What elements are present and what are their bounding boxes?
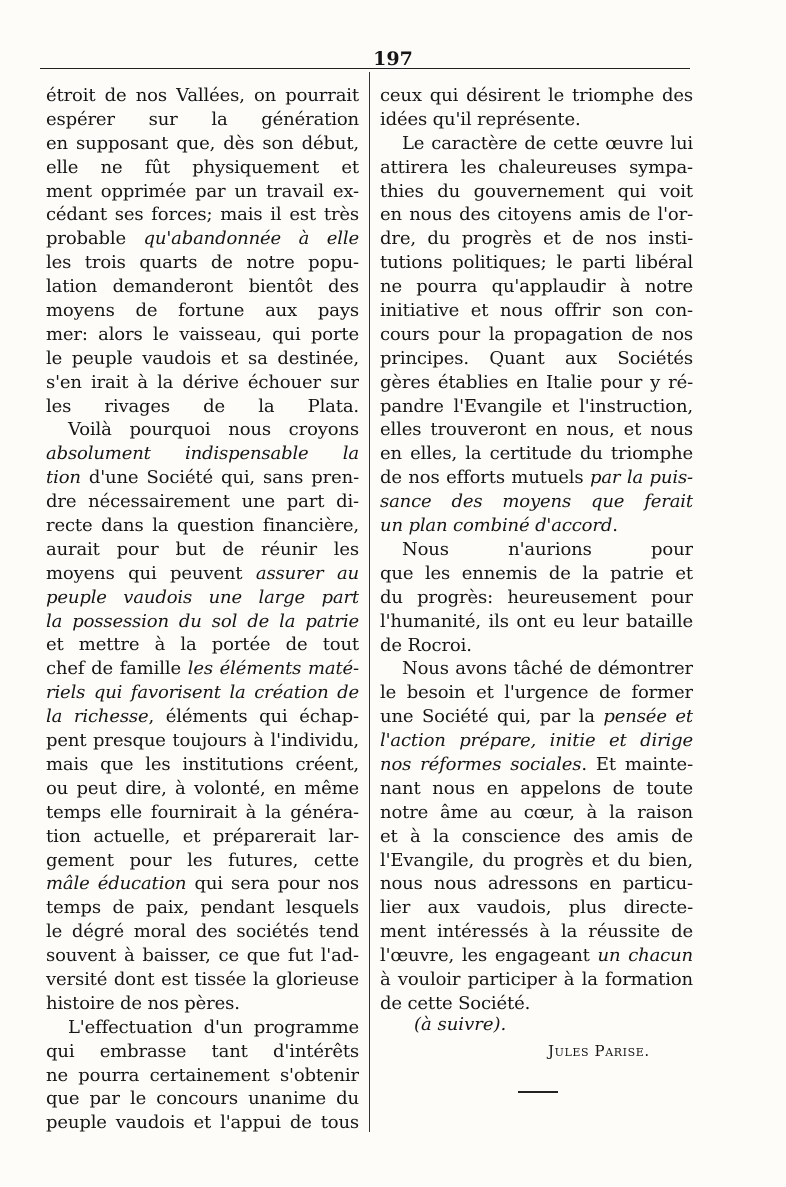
text-line	[380, 275, 693, 299]
text-segment: .	[612, 515, 618, 537]
text-line	[380, 777, 693, 801]
text-line	[46, 944, 359, 968]
text-segment: elle ne fût physiquement et	[46, 156, 359, 178]
text-line	[46, 992, 359, 1016]
text-segment: souvent à baisser, ce que fut l'ad-	[46, 945, 359, 967]
text-line	[46, 538, 359, 562]
text-segment: notre âme au cœur, à la raison	[380, 801, 693, 823]
text-line	[380, 227, 693, 251]
text-segment: les trois quarts de notre popu-	[46, 252, 359, 274]
text-segment: ment opprimée par un travail ex-	[46, 180, 359, 202]
text-line	[380, 849, 693, 873]
text-segment: chef de famille	[46, 658, 188, 680]
text-segment: dre, du progrès et de nos insti-	[380, 228, 693, 250]
text-segment: lier aux vaudois, plus directe-	[380, 897, 693, 919]
text-segment: de cette Société.	[380, 992, 531, 1014]
text-segment: ne pourra certainement s'obtenir	[46, 1064, 359, 1086]
text-segment: en nous des citoyens amis de l'or-	[380, 204, 693, 226]
text-segment: étroit de nos Vallées, on pourrait	[46, 85, 359, 106]
text-line	[380, 395, 693, 419]
text-line	[380, 705, 693, 729]
text-segment: s'en irait à la dérive échouer sur	[46, 371, 359, 393]
text-segment: , éléments qui échap-	[148, 706, 359, 728]
text-segment: . Et mainte-	[581, 753, 693, 775]
text-line	[46, 323, 359, 347]
text-line	[46, 610, 359, 634]
text-segment: mais que les institutions créent,	[46, 753, 359, 775]
text-line	[380, 251, 693, 275]
text-segment: nous nous adressons en particu-	[380, 873, 693, 895]
text-line	[46, 108, 359, 132]
left-column	[46, 84, 359, 1135]
continuation-note: (à suivre).	[414, 1014, 507, 1035]
text-line	[46, 1087, 359, 1111]
text-line	[380, 490, 693, 514]
text-line	[46, 777, 359, 801]
text-segment: L'effectuation d'un programme	[68, 1016, 359, 1038]
text-line	[46, 586, 359, 610]
text-segment: l'œuvre, les engageant	[380, 945, 598, 967]
text-line	[380, 657, 693, 681]
text-line	[46, 299, 359, 323]
text-segment: et mettre à la portée de tout	[46, 634, 359, 656]
italic-text: un chacun	[597, 945, 693, 967]
text-line	[46, 132, 359, 156]
text-segment: d'une Société qui, sans pren-	[80, 467, 359, 489]
text-line	[46, 825, 359, 849]
text-line	[380, 562, 693, 586]
text-line	[46, 395, 359, 419]
text-line	[380, 180, 693, 204]
text-segment: tion actuelle, et préparerait lar-	[46, 825, 359, 847]
text-line	[380, 538, 693, 562]
text-line	[380, 801, 693, 825]
text-line	[380, 729, 693, 753]
text-line	[380, 681, 693, 705]
text-segment: idées qu'il représente.	[380, 108, 581, 130]
header-rule	[40, 68, 690, 69]
text-line	[46, 681, 359, 705]
text-line	[46, 466, 359, 490]
text-segment: thies du gouvernement qui voit	[380, 180, 693, 202]
text-segment: qui embrasse tant d'intérêts	[46, 1040, 359, 1062]
text-segment: moyens qui peuvent	[46, 562, 256, 584]
text-segment: une Société qui, par la	[380, 706, 604, 728]
text-line	[380, 108, 693, 132]
italic-text: riels qui favorisent la création de	[46, 682, 359, 704]
text-segment: le peuple vaudois et sa destinée,	[46, 347, 359, 369]
text-line	[380, 610, 693, 634]
text-segment: qui sera pour nos	[186, 873, 359, 895]
text-segment: elles trouveront en nous, et nous	[380, 419, 693, 441]
text-segment: de Rocroi.	[380, 634, 472, 656]
text-segment: temps de paix, pendant lesquels	[46, 897, 359, 919]
text-line	[380, 203, 693, 227]
text-segment: lation demanderont bientôt des	[46, 276, 359, 298]
text-line	[46, 849, 359, 873]
italic-text: sance des moyens que ferait	[380, 491, 693, 513]
text-line	[46, 1016, 359, 1040]
text-segment: et à la conscience des amis de	[380, 825, 693, 847]
text-line	[46, 180, 359, 204]
text-line	[380, 323, 693, 347]
text-line	[380, 466, 693, 490]
text-segment: probable	[46, 228, 144, 250]
text-segment: temps elle fournirait à la généra-	[46, 801, 359, 823]
text-segment: ou peut dire, à volonté, en même	[46, 777, 359, 799]
text-segment: versité dont est tissée la glorieuse	[46, 968, 359, 990]
text-segment: nant nous en appelons de toute	[380, 777, 693, 799]
text-segment: du progrès: heureusement pour	[380, 586, 693, 608]
text-line	[46, 729, 359, 753]
text-line	[380, 156, 693, 180]
text-line	[380, 872, 693, 896]
italic-text: absolument indispensable la	[46, 443, 359, 465]
text-segment: Nous avons tâché de démontrer	[402, 658, 693, 680]
text-segment: tutions politiques; le parti libéral	[380, 252, 693, 274]
italic-text: la richesse	[46, 706, 149, 728]
italic-text: peuple vaudois une large part	[46, 586, 359, 608]
text-line	[380, 84, 693, 108]
text-line	[380, 418, 693, 442]
text-segment: en supposant que, dès son début,	[46, 132, 359, 154]
text-segment: que par le concours unanime du	[46, 1088, 359, 1110]
text-line	[46, 1040, 359, 1064]
text-line	[46, 418, 359, 442]
text-line	[380, 442, 693, 466]
text-line	[380, 753, 693, 777]
italic-text: un plan combiné d'accord	[380, 515, 613, 537]
column-divider	[369, 72, 370, 1132]
text-segment: pandre l'Evangile et l'instruction,	[380, 395, 693, 417]
text-segment: gères établies en Italie pour y ré-	[380, 371, 693, 393]
text-segment: Le caractère de cette œuvre lui	[402, 132, 693, 154]
text-segment: cours pour la propagation de nos	[380, 323, 693, 345]
text-segment: histoire de nos pères.	[46, 992, 240, 1014]
text-line	[380, 514, 693, 538]
text-line	[46, 347, 359, 371]
text-line	[46, 872, 359, 896]
text-segment: pent presque toujours à l'individu,	[46, 730, 359, 752]
text-line	[46, 920, 359, 944]
italic-text: nos réformes sociales	[380, 753, 582, 775]
text-segment: Voilà pourquoi nous croyons	[68, 419, 359, 441]
text-segment: les rivages de la Plata.	[46, 395, 359, 417]
italic-text: mâle éducation	[46, 873, 187, 895]
text-line	[46, 275, 359, 299]
page-number: 197	[373, 48, 413, 70]
text-line	[46, 753, 359, 777]
italic-text: tion	[46, 467, 81, 489]
text-segment: mer: alors le vaisseau, qui porte	[46, 323, 359, 345]
text-line	[46, 968, 359, 992]
text-segment: de nos efforts mutuels	[380, 467, 590, 489]
text-segment: en elles, la certitude du triomphe	[380, 443, 693, 465]
text-line	[380, 896, 693, 920]
text-segment: ment intéressés à la réussite de	[380, 921, 693, 943]
text-line	[380, 132, 693, 156]
text-line	[46, 1111, 359, 1135]
text-line	[46, 705, 359, 729]
text-segment: à vouloir participer à la formation	[380, 969, 693, 990]
text-line	[380, 944, 693, 968]
text-segment: dre nécessairement une part di-	[46, 491, 359, 513]
text-line	[380, 634, 693, 658]
text-segment: que les ennemis de la patrie et	[380, 562, 693, 584]
text-segment: initiative et nous offrir son con-	[380, 300, 693, 322]
text-line	[46, 251, 359, 275]
author-signature: Jules Parise.	[548, 1042, 650, 1060]
italic-text: pensée et	[603, 706, 693, 728]
text-segment: cédant ses forces; mais il est très	[46, 204, 359, 226]
text-line	[46, 657, 359, 681]
text-line	[46, 562, 359, 586]
text-line	[46, 1064, 359, 1088]
text-segment: ceux qui désirent le triomphe des	[380, 85, 693, 106]
text-line	[46, 371, 359, 395]
text-line	[380, 371, 693, 395]
text-segment: aurait pour but de réunir les	[46, 538, 359, 560]
text-line	[46, 442, 359, 466]
text-segment: l'humanité, ils ont eu leur bataille	[380, 610, 693, 632]
italic-text: qu'abandonnée à elle	[143, 228, 359, 250]
italic-text: la possession du sol de la patrie	[46, 610, 359, 632]
text-line	[46, 227, 359, 251]
text-line	[380, 586, 693, 610]
text-line	[46, 514, 359, 538]
text-line	[46, 801, 359, 825]
end-rule	[518, 1091, 558, 1093]
italic-text: par la puis-	[589, 467, 693, 489]
italic-text: les éléments maté-	[187, 658, 359, 680]
text-segment: moyens de fortune aux pays	[46, 300, 359, 322]
text-line	[380, 347, 693, 371]
text-segment: peuple vaudois et l'appui de tous	[46, 1112, 359, 1134]
text-line	[380, 968, 693, 992]
text-segment: ne pourra qu'applaudir à notre	[380, 276, 693, 298]
text-line	[46, 156, 359, 180]
text-segment: principes. Quant aux Sociétés	[380, 347, 693, 369]
text-line	[380, 299, 693, 323]
text-line	[46, 490, 359, 514]
text-line	[46, 84, 359, 108]
text-line	[380, 992, 693, 1016]
text-line	[380, 825, 693, 849]
text-line	[46, 633, 359, 657]
italic-text: assurer au	[255, 562, 359, 584]
text-line	[46, 896, 359, 920]
text-segment: le dégré moral des sociétés tend	[46, 921, 359, 943]
text-segment: l'Evangile, du progrès et du bien,	[380, 849, 693, 871]
right-column	[380, 84, 693, 1016]
text-segment: Nous n'aurions pour	[402, 538, 693, 560]
text-line	[380, 920, 693, 944]
italic-text: l'action prépare, initie et dirige	[380, 730, 693, 752]
text-segment: recte dans la question financière,	[46, 515, 359, 537]
text-segment: espérer sur la génération	[46, 108, 359, 130]
text-segment: le besoin et l'urgence de former	[380, 682, 693, 704]
text-line	[46, 203, 359, 227]
text-segment: attirera les chaleureuses sympa-	[380, 156, 693, 178]
text-segment: gement pour les futures, cette	[46, 849, 359, 871]
